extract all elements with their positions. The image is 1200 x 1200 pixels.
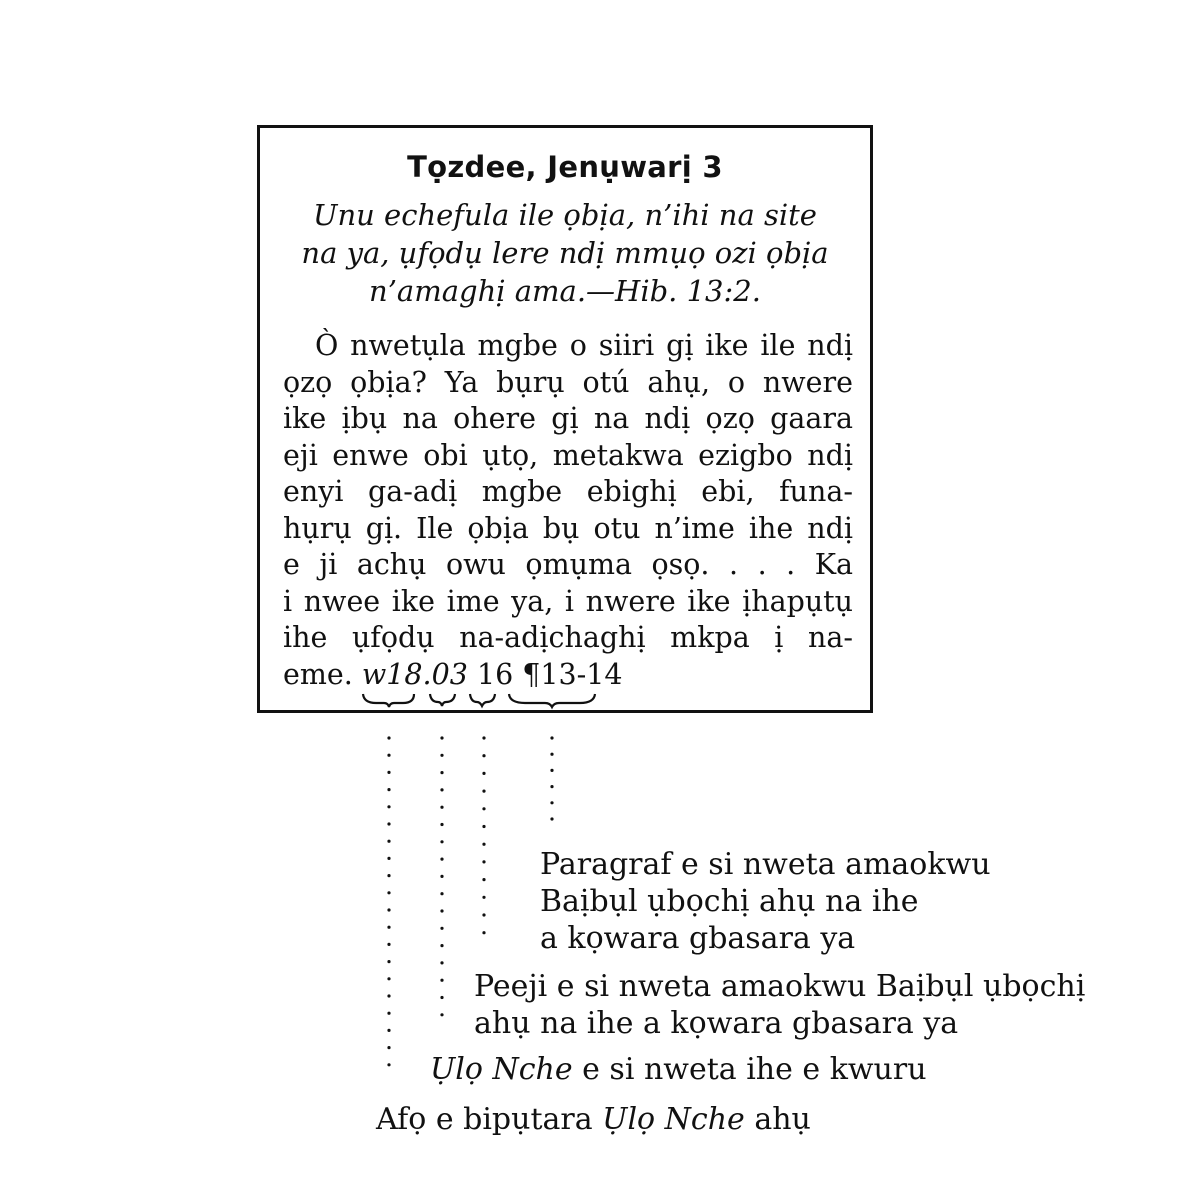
legend-paragraph-line: Paragraf e si nweta amaokwu: [540, 847, 991, 882]
brace-paragraph: [509, 694, 595, 707]
legend-year-title: Ụlọ Nche: [602, 1102, 745, 1137]
body-line: i nwee ike ime ya, i nwere ike ịhapụtụ: [283, 584, 853, 618]
legend-year-suffix: ahụ: [744, 1102, 811, 1137]
scripture-line: na ya, ụfọdụ lere ndị mmụọ ozi ọbịa: [301, 236, 829, 270]
body-line: ihe ụfọdụ na-adịchaghị mkpa ị na-: [283, 621, 853, 654]
body-line: enyi ga-adị mgbe ebighị ebi, funa-: [283, 475, 853, 508]
brace-publication: [363, 694, 414, 707]
scripture-line: Unu echefula ile ọbịa, n’ihi na site: [313, 198, 817, 232]
legend-paragraph-line: a kọwara gbasara ya: [540, 921, 856, 956]
body-line: ike ịbụ na ohere gị na ndị ọzọ gaara: [283, 402, 853, 435]
ref-paragraphs: ¶13-14: [522, 657, 623, 691]
legend-page-line: Peeji e si nweta amaokwu Baịbụl ụbọchị: [474, 969, 1086, 1004]
ref-page: 16: [476, 657, 514, 691]
body-line-end: eme.: [283, 657, 353, 691]
legend-year-prefix: Afọ e bipụtara: [376, 1102, 603, 1137]
brace-issue: [430, 694, 455, 706]
ref-publication: w18.03: [361, 657, 468, 691]
body-line: e ji achụ owu ọmụma ọsọ. . . . Ka: [283, 548, 853, 581]
entry-date: Tọzdee, Jenụwarị 3: [407, 150, 723, 184]
legend-page: [474, 968, 1085, 1042]
body-line: ọzọ ọbịa? Ya bụrụ otú ahụ, o nwere: [283, 365, 853, 399]
legend-page-line: ahụ na ihe a kọwara gbasara ya: [474, 1006, 959, 1041]
body-line: Ò nwetụla mgbe o siiri gị ike ile ndị: [315, 329, 853, 362]
body-line: eji enwe obi ụtọ, metakwa ezigbo ndị: [283, 438, 853, 472]
body-line: hụrụ gị. Ile ọbịa bụ otu n’ime ihe ndị: [283, 511, 853, 545]
legend-issue-text: e si nweta ihe e kwuru: [572, 1052, 927, 1087]
legend-paragraph: [540, 846, 991, 957]
legend-paragraph-line: Baịbụl ụbọchị ahụ na ihe: [540, 884, 919, 919]
brace-page: [470, 694, 495, 706]
legend-issue-title: Ụlọ Nche: [430, 1052, 573, 1087]
scripture-line: n’amaghị ama.—Hib. 13:2.: [369, 274, 761, 308]
legend-issue: [430, 1051, 927, 1088]
legend-year: [376, 1101, 811, 1138]
